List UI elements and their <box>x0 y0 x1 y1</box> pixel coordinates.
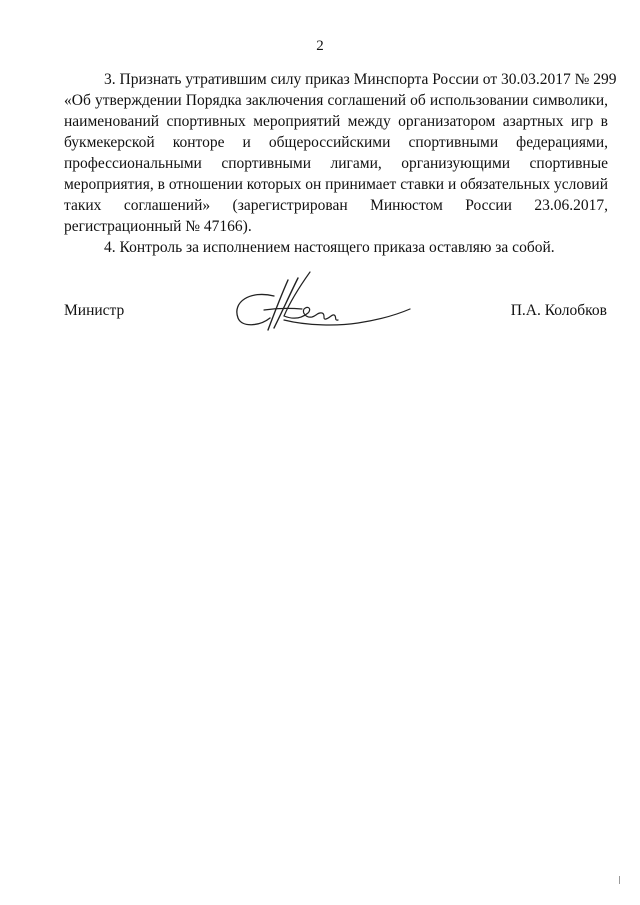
paragraph-line: регистрационный № 47166). <box>64 218 252 235</box>
signatory-name: П.А. Колобков <box>510 302 607 319</box>
page-number: 2 <box>316 38 324 54</box>
paragraph-4: 4. Контроль за исполнением настоящего приказа оставляю за собой. <box>104 239 555 256</box>
paragraph-line: 3. Признать утратившим силу приказ Минспорта России от 30.03.2017 № 299 <box>104 71 617 88</box>
paragraph-line: профессиональными спортивными лигами, организующими спортивные <box>64 155 608 172</box>
paragraph-line: мероприятия, в отношении которых он принимает ставки и обязательных условий <box>64 176 608 193</box>
scan-mark <box>619 876 620 884</box>
paragraph-line: наименований спортивных мероприятий между организатором азартных игр в <box>64 113 608 130</box>
paragraph-line: «Об утверждении Порядка заключения соглашений об использовании символики, <box>64 92 608 109</box>
handwritten-signature <box>228 268 418 338</box>
paragraph-line: букмекерской конторе и общероссийскими спортивными федерациями, <box>64 134 608 151</box>
paragraph-line: таких соглашений» (зарегистрирован Минюстом России 23.06.2017, <box>64 197 608 214</box>
signatory-title: Министр <box>64 302 125 319</box>
